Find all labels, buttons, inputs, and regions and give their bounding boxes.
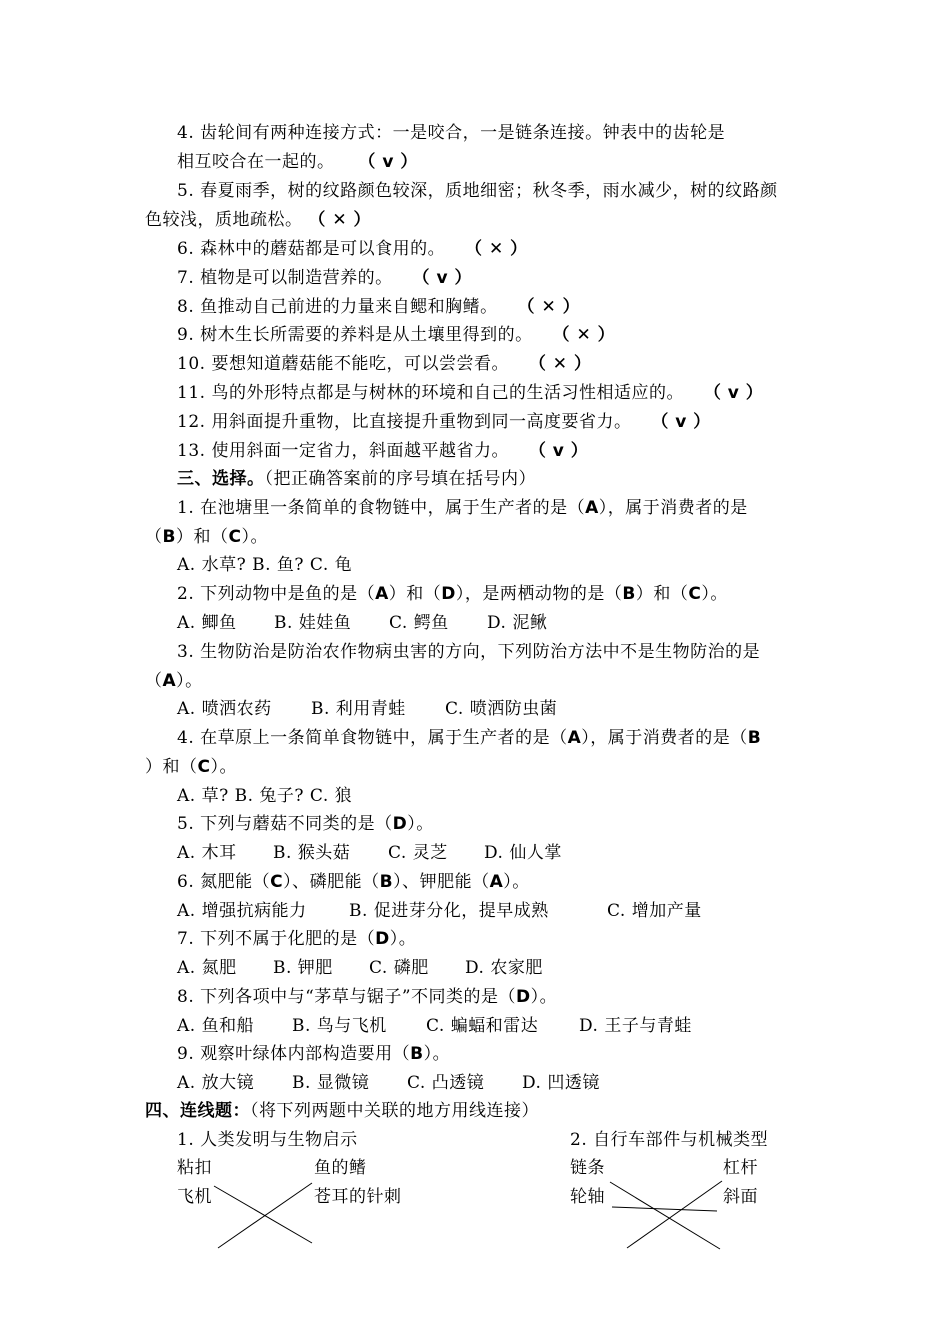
match-left-title: 1. 人类发明与生物启示 <box>177 1130 358 1150</box>
judge-4-cont: 相互咬合在一起的。 （ v ） <box>177 152 418 172</box>
choice-8: 8. 下列各项中与“茅草与锯子”不同类的是（D）。 <box>177 987 558 1007</box>
match-line-right-3 <box>627 1181 722 1248</box>
judge-6: 6. 森林中的蘑菇都是可以食用的。 （ ✕ ） <box>177 239 528 259</box>
match-left-item-2: 飞机 <box>177 1187 212 1207</box>
choice-9: 9. 观察叶绿体内部构造要用（B）。 <box>177 1044 451 1064</box>
judge-13-answer: （ v ） <box>528 441 589 461</box>
judge-5: 5. 春夏雨季，树的纹路颜色较深，质地细密；秋冬季，雨水减少，树的纹路颜 <box>177 181 778 201</box>
match-line-left-1 <box>214 1186 312 1243</box>
judge-12-answer: （ v ） <box>651 412 711 432</box>
choice-3: 3. 生物防治是防治农作物病虫害的方向，下列防治方法中不是生物防治的是 <box>177 642 761 662</box>
choice-6: 6. 氮肥能（C）、磷肥能（B）、钾肥能（A）。 <box>177 872 530 892</box>
judge-5-cont: 色较浅，质地疏松。 （ ✕ ） <box>145 210 371 230</box>
choice-1: 1. 在池塘里一条简单的食物链中，属于生产者的是（A），属于消费者的是 <box>177 498 748 518</box>
choice-2-options: A. 鲫鱼 B. 娃娃鱼 C. 鳄鱼 D. 泥鳅 <box>177 613 548 633</box>
judge-11: 11. 鸟的外形特点都是与树林的环境和自己的生活习性相适应的。 （ v ） <box>177 383 764 403</box>
judge-9: 9. 树木生长所需要的养料是从土壤里得到的。 （ ✕ ） <box>177 325 616 345</box>
choice-3-options: A. 喷洒农药 B. 利用青蛙 C. 喷洒防虫菌 <box>177 699 558 719</box>
choice-8-options: A. 鱼和船 B. 鸟与飞机 C. 蝙蝠和雷达 D. 王子与青蛙 <box>177 1016 692 1036</box>
match-line-right-2 <box>612 1207 717 1211</box>
judge-8: 8. 鱼推动自己前进的力量来自鳃和胸鳍。 （ ✕ ） <box>177 297 581 317</box>
match-line-right-1 <box>610 1182 720 1249</box>
judge-6-answer: （ ✕ ） <box>465 239 528 259</box>
judge-4-answer: （ v ） <box>358 152 418 172</box>
judge-4: 4. 齿轮间有两种连接方式：一是咬合，一是链条连接。钟表中的齿轮是 <box>177 123 726 143</box>
choice-4-options: A. 草? B. 兔子? C. 狼 <box>177 786 353 806</box>
choice-1-cont: （B）和（C）。 <box>145 527 268 547</box>
judge-9-answer: （ ✕ ） <box>552 325 616 345</box>
judge-8-answer: （ ✕ ） <box>517 297 581 317</box>
judge-10: 10. 要想知道蘑菇能不能吃，可以尝尝看。 （ ✕ ） <box>177 354 592 374</box>
choice-4: 4. 在草原上一条简单食物链中，属于生产者的是（A），属于消费者的是（B <box>177 728 762 748</box>
choice-7: 7. 下列不属于化肥的是（D）。 <box>177 929 417 949</box>
match-left-item-1: 粘扣 <box>177 1158 212 1178</box>
choice-9-options: A. 放大镜 B. 显微镜 C. 凸透镜 D. 凹透镜 <box>177 1073 600 1093</box>
judge-12: 12. 用斜面提升重物，比直接提升重物到同一高度要省力。 （ v ） <box>177 412 711 432</box>
match-left-target-1: 鱼的鳍 <box>314 1158 367 1178</box>
match-right-target-2: 斜面 <box>723 1187 758 1207</box>
choice-6-options: A. 增强抗病能力 B. 促进芽分化，提早成熟 C. 增加产量 <box>177 901 702 921</box>
judge-7: 7. 植物是可以制造营养的。 （ v ） <box>177 268 472 288</box>
choice-4-cont: ）和（C）。 <box>145 757 237 777</box>
choice-7-options: A. 氮肥 B. 钾肥 C. 磷肥 D. 农家肥 <box>177 958 543 978</box>
judge-10-answer: （ ✕ ） <box>528 354 592 374</box>
choice-5: 5. 下列与蘑菇不同类的是（D）。 <box>177 814 434 834</box>
choice-2: 2. 下列动物中是鱼的是（A）和（D），是两栖动物的是（B）和（C）。 <box>177 584 728 604</box>
choice-3-cont: （A）。 <box>145 671 203 691</box>
judge-13: 13. 使用斜面一定省力，斜面越平越省力。 （ v ） <box>177 441 589 461</box>
match-right-title: 2. 自行车部件与机械类型 <box>570 1130 769 1150</box>
match-right-item-2: 轮轴 <box>570 1187 605 1207</box>
judge-7-answer: （ v ） <box>412 268 472 288</box>
judge-11-answer: （ v ） <box>703 383 764 403</box>
choice-1-options: A. 水草? B. 鱼? C. 龟 <box>177 555 353 575</box>
judge-5-answer: （ ✕ ） <box>308 210 371 230</box>
section-3-heading: 三、选择。（把正确答案前的序号填在括号内） <box>177 469 536 489</box>
match-right-item-1: 链条 <box>570 1158 605 1178</box>
match-left-target-2: 苍耳的针刺 <box>314 1187 402 1207</box>
match-right-target-1: 杠杆 <box>723 1158 758 1178</box>
match-line-left-2 <box>218 1183 312 1248</box>
section-4-heading: 四、连线题：（将下列两题中关联的地方用线连接） <box>145 1101 539 1121</box>
choice-5-options: A. 木耳 B. 猴头菇 C. 灵芝 D. 仙人掌 <box>177 843 562 863</box>
